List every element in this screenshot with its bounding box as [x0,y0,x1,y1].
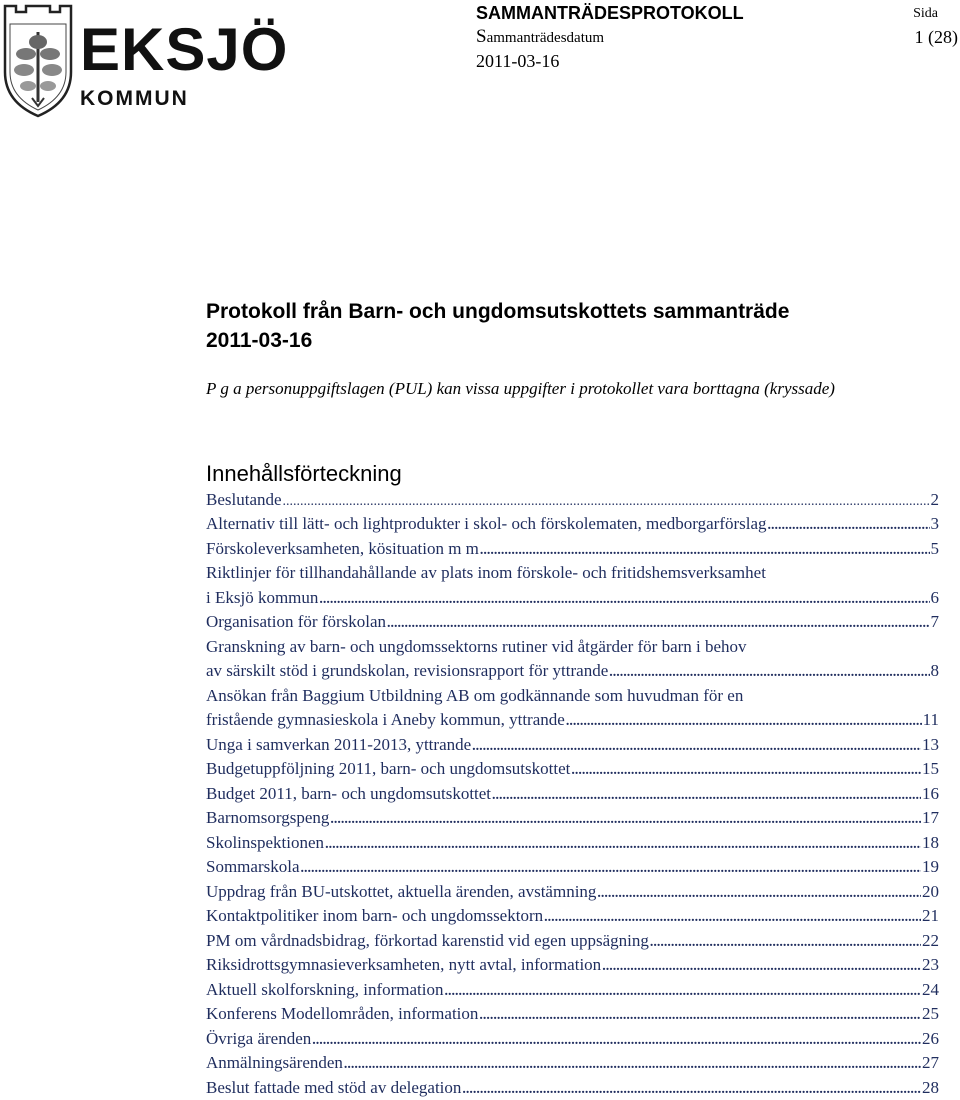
toc-entry[interactable] [206,926,939,951]
toc-entry-title: PM om vårdnadsbidrag, förkortad karenstid vid egen uppsägning [206,930,649,950]
toc-entry-title: Beslut fattade med stöd av delegation [206,1077,462,1097]
toc-leader-dots [283,494,930,510]
toc-page-number: 26 [922,1028,939,1048]
toc-leader-dots [462,1082,921,1098]
toc-entry[interactable] [206,1049,939,1074]
document-type: SAMMANTRÄDESPROTOKOLL [476,3,744,23]
toc-leader-dots [319,592,929,608]
toc-entry-title: Sommarskola [206,857,300,876]
toc-heading: Innehållsförteckning [206,461,402,486]
toc-entry-title: Riktlinjer för tillhandahållande av plats inom förskole- och fritidshemsverksamhet [206,563,766,582]
pul-notice: P g a personuppgiftslagen (PUL) kan vissa uppgifter i protokollet vara borttagna (kryssade) [206,379,835,398]
toc-entry[interactable] [206,975,939,1000]
toc-leader-dots [325,837,921,853]
toc-leader-dots [650,935,921,951]
logo-subtitle: KOMMUN [80,87,189,110]
toc-entry-title: Budget 2011, barn- och ungdomsutskottet [206,783,492,803]
toc-page-number: 19 [922,857,939,876]
toc-leader-dots [301,861,922,877]
toc-entry-title: Kontaktpolitiker inom barn- och ungdomssektorn [206,906,544,925]
toc-entry[interactable] [206,730,939,755]
coat-of-arms-icon [2,2,74,118]
toc-entry-title-cont: fristående gymnasieskola i Aneby kommun, yttrande [206,710,565,729]
toc-page-number: 7 [930,612,939,631]
meeting-date-label: Sammanträdesdatum [476,26,605,47]
toc-page-number: 27 [922,1053,939,1072]
toc-leader-dots [492,788,921,804]
toc-entry-title: Riksidrottsgymnasieverksamheten, nytt avtal, information [206,955,602,974]
toc-entry[interactable] [206,608,939,633]
toc-leader-dots [312,1033,921,1049]
toc-entry-title: Förskoleverksamheten, kösituation m m [206,538,479,558]
toc-entry-title: Skolinspektionen [206,832,325,852]
toc-page-number: 21 [922,906,939,925]
toc-leader-dots [344,1057,921,1073]
toc-leader-dots [566,714,922,730]
toc-entry-title: Anmälningsärenden [206,1053,343,1072]
toc-leader-dots [472,739,921,755]
toc-entry[interactable] [206,804,939,829]
toc-entry[interactable] [206,951,939,976]
page-label: Sida [913,6,938,21]
toc-page-number: 6 [930,587,939,607]
toc-page-number: 5 [930,538,939,558]
toc-entry-title: Unga i samverkan 2011-2013, yttrande [206,734,472,754]
toc-entry[interactable] [206,485,939,510]
toc-page-number: 25 [922,1004,939,1023]
page-number: 1 (28) [914,27,958,47]
toc-entry[interactable] [206,534,939,559]
table-of-contents [206,485,939,1098]
toc-entry[interactable] [206,1024,939,1049]
toc-page-number: 15 [922,759,939,778]
toc-page-number: 11 [922,710,939,729]
toc-entry[interactable] [206,877,939,902]
toc-entry-title: Alternativ till lätt- och lightprodukter i skol- och förskolematen, medborgarförslag [206,514,767,533]
toc-leader-dots [480,543,930,559]
toc-entry-title: Granskning av barn- och ungdomssektorns rutiner vid åtgärder för barn i behov [206,636,747,656]
toc-entry-title: Aktuell skolforskning, information [206,979,444,999]
toc-entry[interactable] [206,755,939,780]
toc-leader-dots [445,984,921,1000]
toc-page-number: 20 [922,881,939,901]
toc-entry-title: Barnomsorgspeng [206,808,330,827]
toc-page-number: 2 [930,489,939,509]
toc-entry[interactable] [206,510,939,535]
toc-page-number: 16 [922,783,939,803]
toc-page-number: 24 [922,979,939,999]
toc-entry-title: Organisation för förskolan [206,612,387,631]
toc-leader-dots [330,812,921,828]
toc-entry-title: Budgetuppföljning 2011, barn- och ungdomsutskottet [206,759,571,778]
toc-leader-dots [544,910,921,926]
toc-entry[interactable] [206,902,939,927]
toc-page-number: 17 [922,808,939,827]
toc-entry-title-cont: av särskilt stöd i grundskolan, revisionsrapport för yttrande [206,661,609,680]
toc-entry[interactable] [206,828,939,853]
toc-entry[interactable] [206,681,939,730]
toc-entry[interactable] [206,559,939,608]
toc-page-number: 3 [930,514,939,533]
toc-leader-dots [571,763,921,779]
toc-entry-title: Konferens Modellområden, information [206,1004,479,1023]
toc-entry-title: Beslutande [206,489,282,509]
toc-page-number: 23 [922,955,939,974]
logo-wordmark: EKSJÖ [80,16,289,83]
toc-page-number: 22 [922,930,939,950]
meeting-date: 2011-03-16 [476,51,560,71]
toc-leader-dots [602,959,921,975]
document-title: Protokoll från Barn- och ungdomsutskottets sammanträde 2011-03-16 [206,300,790,352]
toc-entry-title: Uppdrag från BU-utskottet, aktuella ärenden, avstämning [206,881,597,901]
toc-page-number: 28 [922,1077,939,1097]
toc-leader-dots [597,886,921,902]
toc-entry[interactable] [206,632,939,681]
toc-leader-dots [387,616,929,632]
toc-entry-title-cont: i Eksjö kommun [206,587,319,607]
toc-page-number: 18 [922,832,939,852]
toc-leader-dots [768,518,930,534]
toc-entry[interactable] [206,853,939,878]
toc-leader-dots [479,1008,921,1024]
municipality-logo [0,0,289,118]
toc-entry-title: Övriga ärenden [206,1028,312,1048]
toc-entry[interactable] [206,1073,939,1098]
toc-leader-dots [609,665,929,681]
toc-entry-title: Ansökan från Baggium Utbildning AB om godkännande som huvudman för en [206,685,744,705]
toc-page-number: 13 [922,734,939,754]
toc-page-number: 8 [930,661,939,680]
toc-entry[interactable] [206,779,939,804]
toc-entry[interactable] [206,1000,939,1025]
